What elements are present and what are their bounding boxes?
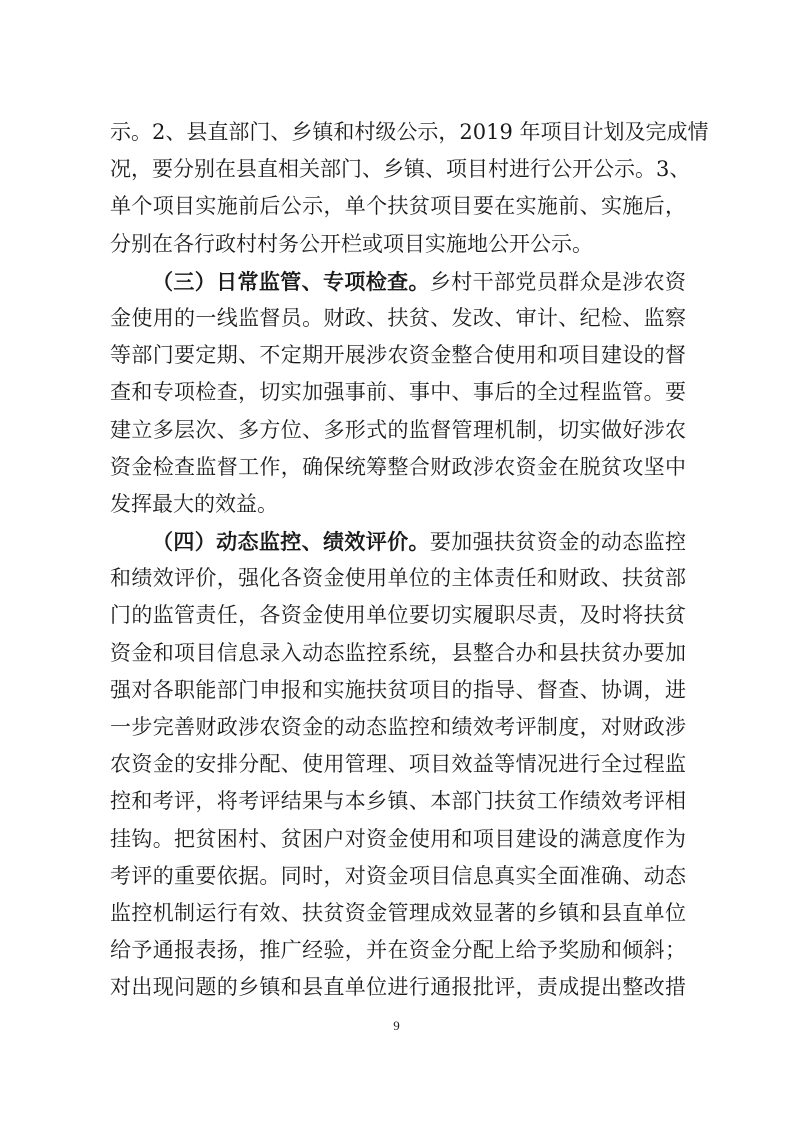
section-heading-3: （三）日常监管、专项检查。 — [152, 268, 430, 294]
text-line: 查和专项检查，切实加强事前、事中、事后的全过程监管。要 — [110, 380, 686, 405]
text-line: 建立多层次、多方位、多形式的监督管理机制，切实做好涉农 — [110, 417, 686, 442]
text-line: 示。2、县直部门、乡镇和村级公示，2019 年项目计划及完成情 — [110, 120, 709, 144]
text-line: 分别在各行政村村务公开栏或项目实施地公开公示。 — [110, 231, 593, 256]
section-heading-4: （四）动态监控、绩效评价。 — [152, 529, 430, 555]
text-run: 乡村干部党员群众是涉农资 — [429, 269, 686, 294]
text-line: 给予通报表扬，推广经验，并在资金分配上给予奖励和倾斜； — [110, 938, 686, 963]
text-line: 资金检查监督工作，确保统筹整合财政涉农资金在脱贫攻坚中 — [110, 454, 686, 479]
text-line: 控和考评，将考评结果与本乡镇、本部门扶贫工作绩效考评相 — [110, 789, 686, 814]
text-line: 等部门要定期、不定期开展涉农资金整合使用和项目建设的督 — [110, 343, 686, 368]
text-line: 考评的重要依据。同时，对资金项目信息真实全面准确、动态 — [110, 863, 686, 888]
text-line: 挂钩。把贫困村、贫困户对资金使用和项目建设的满意度作为 — [110, 826, 686, 851]
paragraph-start-line — [110, 263, 686, 300]
text-line: 资金和项目信息录入动态监控系统，县整合办和县扶贫办要加 — [110, 640, 686, 665]
text-line: 单个项目实施前后公示，单个扶贫项目要在实施前、实施后， — [110, 194, 686, 219]
text-line: 门的监管责任，各资金使用单位要切实履职尽责，及时将扶贫 — [110, 603, 686, 628]
text-line: 监控机制运行有效、扶贫资金管理成效显著的乡镇和县直单位 — [110, 900, 686, 925]
text-line: 一步完善财政涉农资金的动态监控和绩效考评制度，对财政涉 — [110, 715, 686, 739]
text-line: 和绩效评价，强化各资金使用单位的主体责任和财政、扶贫部 — [110, 566, 686, 591]
text-run: 要加强扶贫资金的动态监控 — [429, 530, 686, 555]
text-line: 农资金的安排分配、使用管理、项目效益等情况进行全过程监 — [110, 752, 686, 777]
document-body — [110, 114, 709, 1007]
text-line: 强对各职能部门申报和实施扶贫项目的指导、督查、协调，进 — [110, 677, 686, 702]
paragraph-start-line — [110, 523, 686, 560]
page-number: 9 — [393, 1018, 400, 1033]
text-line: 对出现问题的乡镇和县直单位进行通报批评，责成提出整改措 — [110, 975, 686, 1000]
text-line: 况，要分别在县直相关部门、乡镇、项目村进行公开公示。3、 — [110, 157, 691, 182]
text-line: 发挥最大的效益。 — [110, 491, 278, 516]
text-line: 金使用的一线监督员。财政、扶贫、发改、审计、纪检、监察 — [110, 305, 686, 330]
